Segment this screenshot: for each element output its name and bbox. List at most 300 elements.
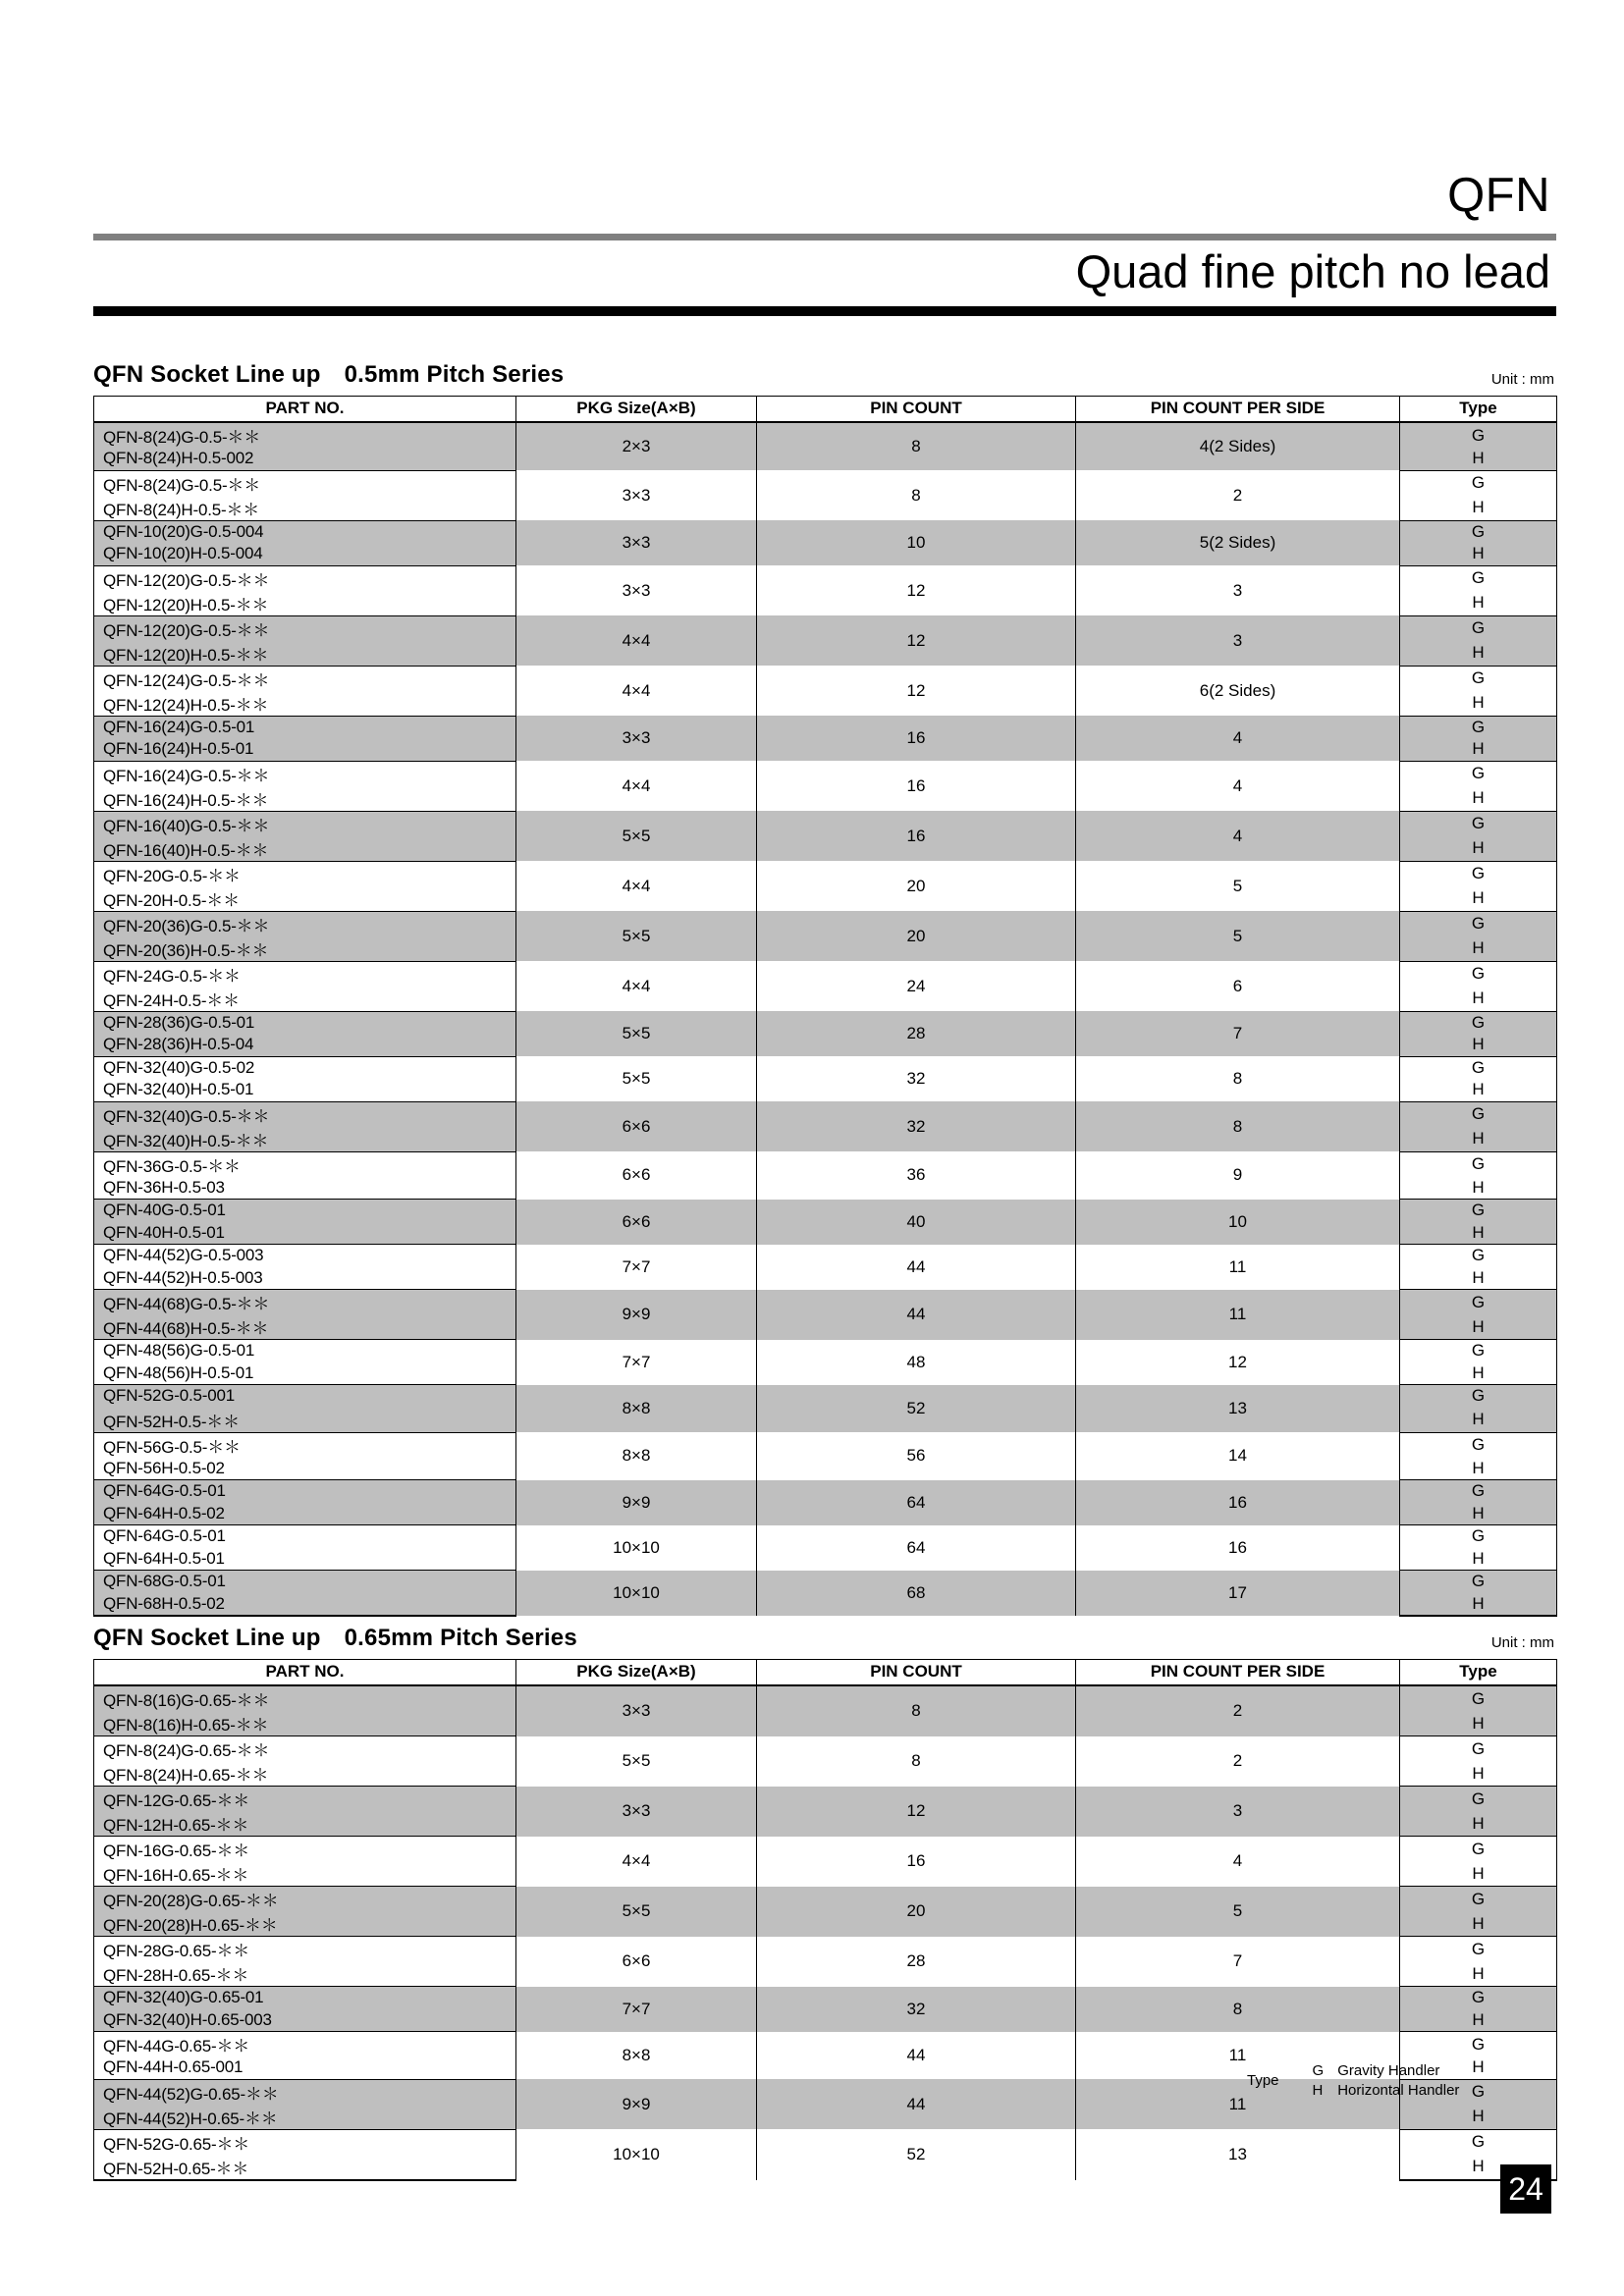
cell-part-no: QFN-28H-0.65-＊＊ — [94, 1961, 516, 1987]
table-row — [94, 1525, 1557, 1548]
cell-pin-count: 52 — [757, 1385, 1076, 1433]
cell-type: H — [1400, 641, 1557, 667]
cell-pin-count: 8 — [757, 470, 1076, 520]
cell-part-no: QFN-40G-0.5-01 — [94, 1200, 516, 1222]
cell-pin-count-per-side: 16 — [1076, 1480, 1400, 1525]
cell-part-no: QFN-16H-0.65-＊＊ — [94, 1861, 516, 1887]
table-row — [94, 1151, 1557, 1177]
cell-part-no: QFN-24G-0.5-＊＊ — [94, 961, 516, 987]
cell-type: H — [1400, 1961, 1557, 1987]
cell-type: G — [1400, 1736, 1557, 1762]
cell-pkg-size: 9×9 — [516, 2079, 757, 2129]
cell-pkg-size: 5×5 — [516, 1736, 757, 1787]
cell-part-no: QFN-68H-0.5-02 — [94, 1593, 516, 1616]
cell-part-no: QFN-8(24)G-0.5-＊＊ — [94, 422, 516, 448]
col-pkg-size: PKG Size(A×B) — [516, 397, 757, 423]
page-number: 24 — [1500, 2164, 1551, 2214]
cell-type: H — [1400, 1267, 1557, 1290]
cell-pin-count-per-side: 16 — [1076, 1525, 1400, 1571]
cell-part-no: QFN-16(40)H-0.5-＊＊ — [94, 836, 516, 862]
cell-pin-count-per-side: 6 — [1076, 961, 1400, 1011]
cell-pin-count-per-side: 17 — [1076, 1571, 1400, 1616]
col-part-no: PART NO. — [94, 1660, 516, 1686]
col-pin-count-per-side: PIN COUNT PER SIDE — [1076, 397, 1400, 423]
cell-part-no: QFN-64H-0.5-01 — [94, 1548, 516, 1571]
header-divider-gray — [93, 234, 1556, 240]
cell-type: H — [1400, 2105, 1557, 2130]
table-row — [94, 716, 1557, 738]
cell-part-no: QFN-8(16)H-0.65-＊＊ — [94, 1711, 516, 1736]
table-row — [94, 1736, 1557, 1762]
cell-pin-count-per-side: 3 — [1076, 1787, 1400, 1837]
cell-pkg-size: 9×9 — [516, 1290, 757, 1340]
cell-pin-count-per-side: 3 — [1076, 615, 1400, 666]
cell-pin-count: 44 — [757, 1245, 1076, 1290]
cell-pkg-size: 4×4 — [516, 1837, 757, 1887]
cell-pkg-size: 5×5 — [516, 1056, 757, 1101]
col-pkg-size: PKG Size(A×B) — [516, 1660, 757, 1686]
cell-part-no: QFN-48(56)H-0.5-01 — [94, 1362, 516, 1385]
cell-pin-count: 52 — [757, 2129, 1076, 2180]
cell-part-no: QFN-28(36)G-0.5-01 — [94, 1011, 516, 1034]
cell-pin-count-per-side: 2 — [1076, 470, 1400, 520]
cell-type: G — [1400, 1200, 1557, 1222]
table-row — [94, 1200, 1557, 1222]
col-type: Type — [1400, 397, 1557, 423]
cell-pin-count: 16 — [757, 716, 1076, 761]
page-title: QFN — [1447, 169, 1550, 222]
cell-type: H — [1400, 738, 1557, 761]
type-legend — [1247, 2061, 1459, 2102]
cell-pin-count: 10 — [757, 520, 1076, 565]
cell-pin-count: 32 — [757, 1056, 1076, 1101]
cell-type: H — [1400, 2056, 1557, 2079]
cell-part-no: QFN-44(68)H-0.5-＊＊ — [94, 1314, 516, 1340]
cell-pin-count-per-side: 5(2 Sides) — [1076, 520, 1400, 565]
cell-type: G — [1400, 2079, 1557, 2105]
cell-type: H — [1400, 987, 1557, 1012]
cell-type: H — [1400, 1503, 1557, 1525]
cell-part-no: QFN-16(40)G-0.5-＊＊ — [94, 811, 516, 836]
cell-part-no: QFN-44(68)G-0.5-＊＊ — [94, 1290, 516, 1315]
cell-part-no: QFN-16(24)G-0.5-＊＊ — [94, 761, 516, 786]
cell-part-no: QFN-10(20)H-0.5-004 — [94, 543, 516, 565]
page-subtitle: Quad fine pitch no lead — [1075, 245, 1550, 297]
cell-part-no: QFN-44(52)G-0.65-＊＊ — [94, 2079, 516, 2105]
cell-pin-count-per-side: 11 — [1076, 1245, 1400, 1290]
cell-part-no: QFN-16(24)H-0.5-＊＊ — [94, 786, 516, 812]
cell-type: G — [1400, 1101, 1557, 1127]
cell-pin-count-per-side: 9 — [1076, 1151, 1400, 1200]
table-row — [94, 1787, 1557, 1812]
cell-type: G — [1400, 2129, 1557, 2155]
cell-pin-count-per-side: 8 — [1076, 1056, 1400, 1101]
cell-type: G — [1400, 1787, 1557, 1812]
cell-pin-count-per-side: 5 — [1076, 911, 1400, 961]
cell-pin-count-per-side: 3 — [1076, 565, 1400, 615]
cell-pin-count: 8 — [757, 422, 1076, 470]
cell-type: G — [1400, 1987, 1557, 2009]
cell-part-no: QFN-64G-0.5-01 — [94, 1525, 516, 1548]
cell-type: H — [1400, 1593, 1557, 1616]
cell-pin-count-per-side: 4 — [1076, 811, 1400, 861]
cell-part-no: QFN-16(24)G-0.5-01 — [94, 716, 516, 738]
cell-part-no: QFN-24H-0.5-＊＊ — [94, 987, 516, 1012]
section-title — [93, 1625, 577, 1652]
cell-type: H — [1400, 1314, 1557, 1340]
section-title — [93, 361, 564, 389]
cell-type: G — [1400, 1011, 1557, 1034]
section-title-sub: 0.5mm Pitch Series — [344, 361, 565, 388]
cell-part-no: QFN-64G-0.5-01 — [94, 1480, 516, 1503]
cell-pkg-size: 4×4 — [516, 961, 757, 1011]
cell-pkg-size: 3×3 — [516, 470, 757, 520]
table-row — [94, 520, 1557, 543]
cell-part-no: QFN-20(36)H-0.5-＊＊ — [94, 936, 516, 962]
section-05mm-pitch — [93, 361, 1556, 1617]
cell-part-no: QFN-44(52)H-0.5-003 — [94, 1267, 516, 1290]
cell-type: G — [1400, 565, 1557, 591]
cell-type: H — [1400, 2155, 1557, 2180]
cell-part-no: QFN-32(40)G-0.65-01 — [94, 1987, 516, 2009]
cell-type: H — [1400, 836, 1557, 862]
cell-pin-count: 12 — [757, 565, 1076, 615]
cell-pin-count: 48 — [757, 1340, 1076, 1385]
cell-type: H — [1400, 2009, 1557, 2032]
cell-part-no: QFN-8(24)H-0.5-＊＊ — [94, 496, 516, 521]
cell-type: H — [1400, 1362, 1557, 1385]
cell-pkg-size: 6×6 — [516, 1200, 757, 1245]
cell-part-no: QFN-12(20)H-0.5-＊＊ — [94, 591, 516, 616]
cell-pin-count-per-side: 10 — [1076, 1200, 1400, 1245]
lineup-table-065mm — [93, 1659, 1557, 2181]
cell-pin-count-per-side: 4 — [1076, 716, 1400, 761]
cell-pkg-size: 8×8 — [516, 1432, 757, 1480]
cell-type: H — [1400, 1811, 1557, 1837]
section-heading — [93, 361, 1556, 389]
cell-part-no: QFN-12(24)H-0.5-＊＊ — [94, 691, 516, 717]
legend-label: Type — [1247, 2072, 1279, 2090]
cell-pkg-size: 3×3 — [516, 520, 757, 565]
cell-pin-count: 24 — [757, 961, 1076, 1011]
cell-pkg-size: 7×7 — [516, 1245, 757, 1290]
cell-pkg-size: 6×6 — [516, 1101, 757, 1151]
cell-type: H — [1400, 1861, 1557, 1887]
cell-type: G — [1400, 1432, 1557, 1458]
col-type: Type — [1400, 1660, 1557, 1686]
cell-pin-count-per-side: 5 — [1076, 1887, 1400, 1937]
cell-type: H — [1400, 936, 1557, 962]
cell-pkg-size: 4×4 — [516, 666, 757, 716]
cell-type: G — [1400, 1385, 1557, 1408]
cell-part-no: QFN-52G-0.5-001 — [94, 1385, 516, 1408]
cell-pin-count: 32 — [757, 1101, 1076, 1151]
table-row — [94, 1432, 1557, 1458]
table-row — [94, 1571, 1557, 1593]
cell-pin-count-per-side: 2 — [1076, 1685, 1400, 1736]
cell-part-no: QFN-56H-0.5-02 — [94, 1458, 516, 1480]
cell-part-no: QFN-28G-0.65-＊＊ — [94, 1937, 516, 1962]
cell-type: G — [1400, 1151, 1557, 1177]
cell-pin-count: 8 — [757, 1685, 1076, 1736]
cell-pkg-size: 6×6 — [516, 1151, 757, 1200]
table-row — [94, 811, 1557, 836]
cell-part-no: QFN-32(40)H-0.5-＊＊ — [94, 1127, 516, 1152]
table-row — [94, 1480, 1557, 1503]
table-row — [94, 911, 1557, 936]
cell-type: G — [1400, 1340, 1557, 1362]
cell-type: H — [1400, 1127, 1557, 1152]
cell-type: G — [1400, 911, 1557, 936]
cell-part-no: QFN-52G-0.65-＊＊ — [94, 2129, 516, 2155]
table-row — [94, 1056, 1557, 1079]
cell-pin-count: 12 — [757, 1787, 1076, 1837]
cell-part-no: QFN-56G-0.5-＊＊ — [94, 1432, 516, 1458]
section-unit-note: Unit : mm — [1490, 371, 1554, 388]
cell-type: H — [1400, 543, 1557, 565]
cell-type: G — [1400, 1571, 1557, 1593]
cell-type: G — [1400, 1056, 1557, 1079]
cell-pin-count-per-side: 6(2 Sides) — [1076, 666, 1400, 716]
cell-type: G — [1400, 615, 1557, 641]
col-pin-count-per-side: PIN COUNT PER SIDE — [1076, 1660, 1400, 1686]
cell-pin-count-per-side: 7 — [1076, 1011, 1400, 1056]
cell-type: H — [1400, 1458, 1557, 1480]
cell-part-no: QFN-36H-0.5-03 — [94, 1177, 516, 1200]
cell-part-no: QFN-20(28)G-0.65-＊＊ — [94, 1887, 516, 1912]
cell-pin-count-per-side: 11 — [1076, 2079, 1400, 2129]
section-unit-note: Unit : mm — [1490, 1634, 1554, 1651]
cell-pkg-size: 5×5 — [516, 911, 757, 961]
cell-pin-count-per-side: 13 — [1076, 1385, 1400, 1433]
cell-type: G — [1400, 470, 1557, 496]
cell-type: G — [1400, 811, 1557, 836]
cell-pkg-size: 10×10 — [516, 2129, 757, 2180]
legend-value-h: Horizontal Handler — [1337, 2082, 1460, 2100]
cell-pin-count: 20 — [757, 861, 1076, 911]
cell-type: G — [1400, 422, 1557, 448]
cell-pkg-size: 4×4 — [516, 861, 757, 911]
cell-pkg-size: 3×3 — [516, 1787, 757, 1837]
cell-pin-count: 64 — [757, 1480, 1076, 1525]
cell-part-no: QFN-32(40)G-0.5-＊＊ — [94, 1101, 516, 1127]
cell-part-no: QFN-16G-0.65-＊＊ — [94, 1837, 516, 1862]
cell-type: H — [1400, 496, 1557, 521]
table-row — [94, 565, 1557, 591]
cell-pin-count: 44 — [757, 2032, 1076, 2080]
cell-pin-count-per-side: 4 — [1076, 761, 1400, 811]
section-title-sub: 0.65mm Pitch Series — [344, 1625, 577, 1651]
cell-pin-count: 16 — [757, 761, 1076, 811]
cell-pin-count-per-side: 8 — [1076, 1987, 1400, 2032]
cell-pin-count: 16 — [757, 1837, 1076, 1887]
col-part-no: PART NO. — [94, 397, 516, 423]
cell-pin-count-per-side: 2 — [1076, 1736, 1400, 1787]
cell-part-no: QFN-12G-0.65-＊＊ — [94, 1787, 516, 1812]
cell-pkg-size: 7×7 — [516, 1340, 757, 1385]
cell-type: H — [1400, 1761, 1557, 1787]
cell-pin-count: 32 — [757, 1987, 1076, 2032]
table-row — [94, 1937, 1557, 1962]
legend-row — [1247, 2061, 1459, 2081]
cell-pin-count: 44 — [757, 2079, 1076, 2129]
section-heading — [93, 1625, 1556, 1652]
cell-part-no: QFN-48(56)G-0.5-01 — [94, 1340, 516, 1362]
cell-type: G — [1400, 861, 1557, 886]
cell-pkg-size: 3×3 — [516, 1685, 757, 1736]
cell-part-no: QFN-40H-0.5-01 — [94, 1222, 516, 1245]
cell-pkg-size: 9×9 — [516, 1480, 757, 1525]
cell-part-no: QFN-20(36)G-0.5-＊＊ — [94, 911, 516, 936]
header-divider-black — [93, 306, 1556, 316]
cell-pin-count-per-side: 7 — [1076, 1937, 1400, 1987]
cell-type: H — [1400, 1177, 1557, 1200]
cell-pin-count: 28 — [757, 1937, 1076, 1987]
cell-pin-count: 12 — [757, 666, 1076, 716]
cell-part-no: QFN-12(24)G-0.5-＊＊ — [94, 666, 516, 691]
table-row — [94, 666, 1557, 691]
cell-pin-count-per-side: 4(2 Sides) — [1076, 422, 1400, 470]
cell-part-no: QFN-28(36)H-0.5-04 — [94, 1034, 516, 1056]
cell-pin-count: 40 — [757, 1200, 1076, 1245]
cell-part-no: QFN-32(40)G-0.5-02 — [94, 1056, 516, 1079]
cell-type: G — [1400, 2032, 1557, 2057]
table-header-row — [94, 397, 1557, 423]
cell-type: H — [1400, 1911, 1557, 1937]
table-header-row — [94, 1660, 1557, 1686]
cell-part-no: QFN-16(24)H-0.5-01 — [94, 738, 516, 761]
cell-type: G — [1400, 1837, 1557, 1862]
cell-part-no: QFN-8(24)H-0.65-＊＊ — [94, 1761, 516, 1787]
cell-pkg-size: 4×4 — [516, 615, 757, 666]
cell-pkg-size: 8×8 — [516, 2032, 757, 2080]
table-row — [94, 2129, 1557, 2155]
table-row — [94, 1340, 1557, 1362]
cell-type: G — [1400, 1525, 1557, 1548]
legend-value-g: Gravity Handler — [1337, 2062, 1440, 2079]
cell-part-no: QFN-12(20)H-0.5-＊＊ — [94, 641, 516, 667]
cell-pin-count-per-side: 13 — [1076, 2129, 1400, 2180]
cell-pkg-size: 10×10 — [516, 1525, 757, 1571]
cell-pkg-size: 5×5 — [516, 1887, 757, 1937]
cell-type: H — [1400, 448, 1557, 470]
cell-part-no: QFN-20G-0.5-＊＊ — [94, 861, 516, 886]
cell-type: G — [1400, 1887, 1557, 1912]
cell-type: H — [1400, 1548, 1557, 1571]
cell-type: H — [1400, 591, 1557, 616]
cell-type: G — [1400, 520, 1557, 543]
table-row — [94, 1290, 1557, 1315]
table-row — [94, 615, 1557, 641]
cell-part-no: QFN-10(20)G-0.5-004 — [94, 520, 516, 543]
cell-pin-count: 36 — [757, 1151, 1076, 1200]
cell-pin-count: 20 — [757, 911, 1076, 961]
table-row — [94, 1011, 1557, 1034]
cell-type: G — [1400, 716, 1557, 738]
table-row — [94, 1385, 1557, 1408]
cell-type: G — [1400, 666, 1557, 691]
cell-pin-count-per-side: 5 — [1076, 861, 1400, 911]
cell-part-no: QFN-44G-0.65-＊＊ — [94, 2032, 516, 2057]
cell-type: H — [1400, 1222, 1557, 1245]
cell-part-no: QFN-8(24)G-0.5-＊＊ — [94, 470, 516, 496]
cell-pin-count-per-side: 4 — [1076, 1837, 1400, 1887]
cell-pin-count: 28 — [757, 1011, 1076, 1056]
cell-part-no: QFN-8(16)G-0.65-＊＊ — [94, 1685, 516, 1711]
cell-part-no: QFN-36G-0.5-＊＊ — [94, 1151, 516, 1177]
cell-pin-count: 8 — [757, 1736, 1076, 1787]
cell-part-no: QFN-12H-0.65-＊＊ — [94, 1811, 516, 1837]
legend-key-h: H — [1312, 2082, 1324, 2100]
cell-part-no: QFN-68G-0.5-01 — [94, 1571, 516, 1593]
cell-pin-count: 44 — [757, 1290, 1076, 1340]
cell-pin-count-per-side: 11 — [1076, 1290, 1400, 1340]
table-row — [94, 1101, 1557, 1127]
cell-part-no: QFN-52H-0.65-＊＊ — [94, 2155, 516, 2180]
page-header — [93, 169, 1556, 316]
cell-type: G — [1400, 1685, 1557, 1711]
cell-type: H — [1400, 1408, 1557, 1433]
cell-pkg-size: 5×5 — [516, 1011, 757, 1056]
cell-type: H — [1400, 691, 1557, 717]
table-row — [94, 861, 1557, 886]
cell-type: G — [1400, 1937, 1557, 1962]
cell-part-no: QFN-20H-0.5-＊＊ — [94, 886, 516, 912]
table-row — [94, 1245, 1557, 1267]
cell-pin-count-per-side: 14 — [1076, 1432, 1400, 1480]
cell-pin-count-per-side: 11 — [1076, 2032, 1400, 2080]
cell-part-no: QFN-52H-0.5-＊＊ — [94, 1408, 516, 1433]
cell-type: H — [1400, 886, 1557, 912]
cell-part-no: QFN-32(40)H-0.5-01 — [94, 1079, 516, 1101]
cell-pin-count: 56 — [757, 1432, 1076, 1480]
cell-pkg-size: 10×10 — [516, 1571, 757, 1616]
cell-pin-count-per-side: 8 — [1076, 1101, 1400, 1151]
table-row — [94, 1987, 1557, 2009]
section-title-main: QFN Socket Line up — [93, 361, 321, 388]
legend-key-g: G — [1312, 2062, 1325, 2079]
table-row — [94, 961, 1557, 987]
cell-type: G — [1400, 1245, 1557, 1267]
col-pin-count: PIN COUNT — [757, 1660, 1076, 1686]
cell-pin-count: 16 — [757, 811, 1076, 861]
cell-pkg-size: 2×3 — [516, 422, 757, 470]
cell-pkg-size: 5×5 — [516, 811, 757, 861]
cell-part-no: QFN-8(24)H-0.5-002 — [94, 448, 516, 470]
cell-pin-count: 20 — [757, 1887, 1076, 1937]
table-row — [94, 1887, 1557, 1912]
cell-part-no: QFN-32(40)H-0.65-003 — [94, 2009, 516, 2032]
table-row — [94, 470, 1557, 496]
cell-type: H — [1400, 1711, 1557, 1736]
cell-part-no: QFN-44(52)H-0.65-＊＊ — [94, 2105, 516, 2130]
cell-pin-count: 68 — [757, 1571, 1076, 1616]
cell-pkg-size: 8×8 — [516, 1385, 757, 1433]
cell-pkg-size: 3×3 — [516, 565, 757, 615]
section-title-main: QFN Socket Line up — [93, 1625, 321, 1651]
table-row — [94, 1837, 1557, 1862]
cell-part-no: QFN-64H-0.5-02 — [94, 1503, 516, 1525]
cell-type: H — [1400, 1079, 1557, 1101]
cell-pin-count-per-side: 12 — [1076, 1340, 1400, 1385]
cell-type: H — [1400, 786, 1557, 812]
cell-part-no: QFN-12(20)G-0.5-＊＊ — [94, 615, 516, 641]
cell-type: G — [1400, 761, 1557, 786]
cell-part-no: QFN-44H-0.65-001 — [94, 2056, 516, 2079]
table-row — [94, 2032, 1557, 2057]
lineup-table-05mm — [93, 396, 1557, 1617]
cell-part-no: QFN-44(52)G-0.5-003 — [94, 1245, 516, 1267]
